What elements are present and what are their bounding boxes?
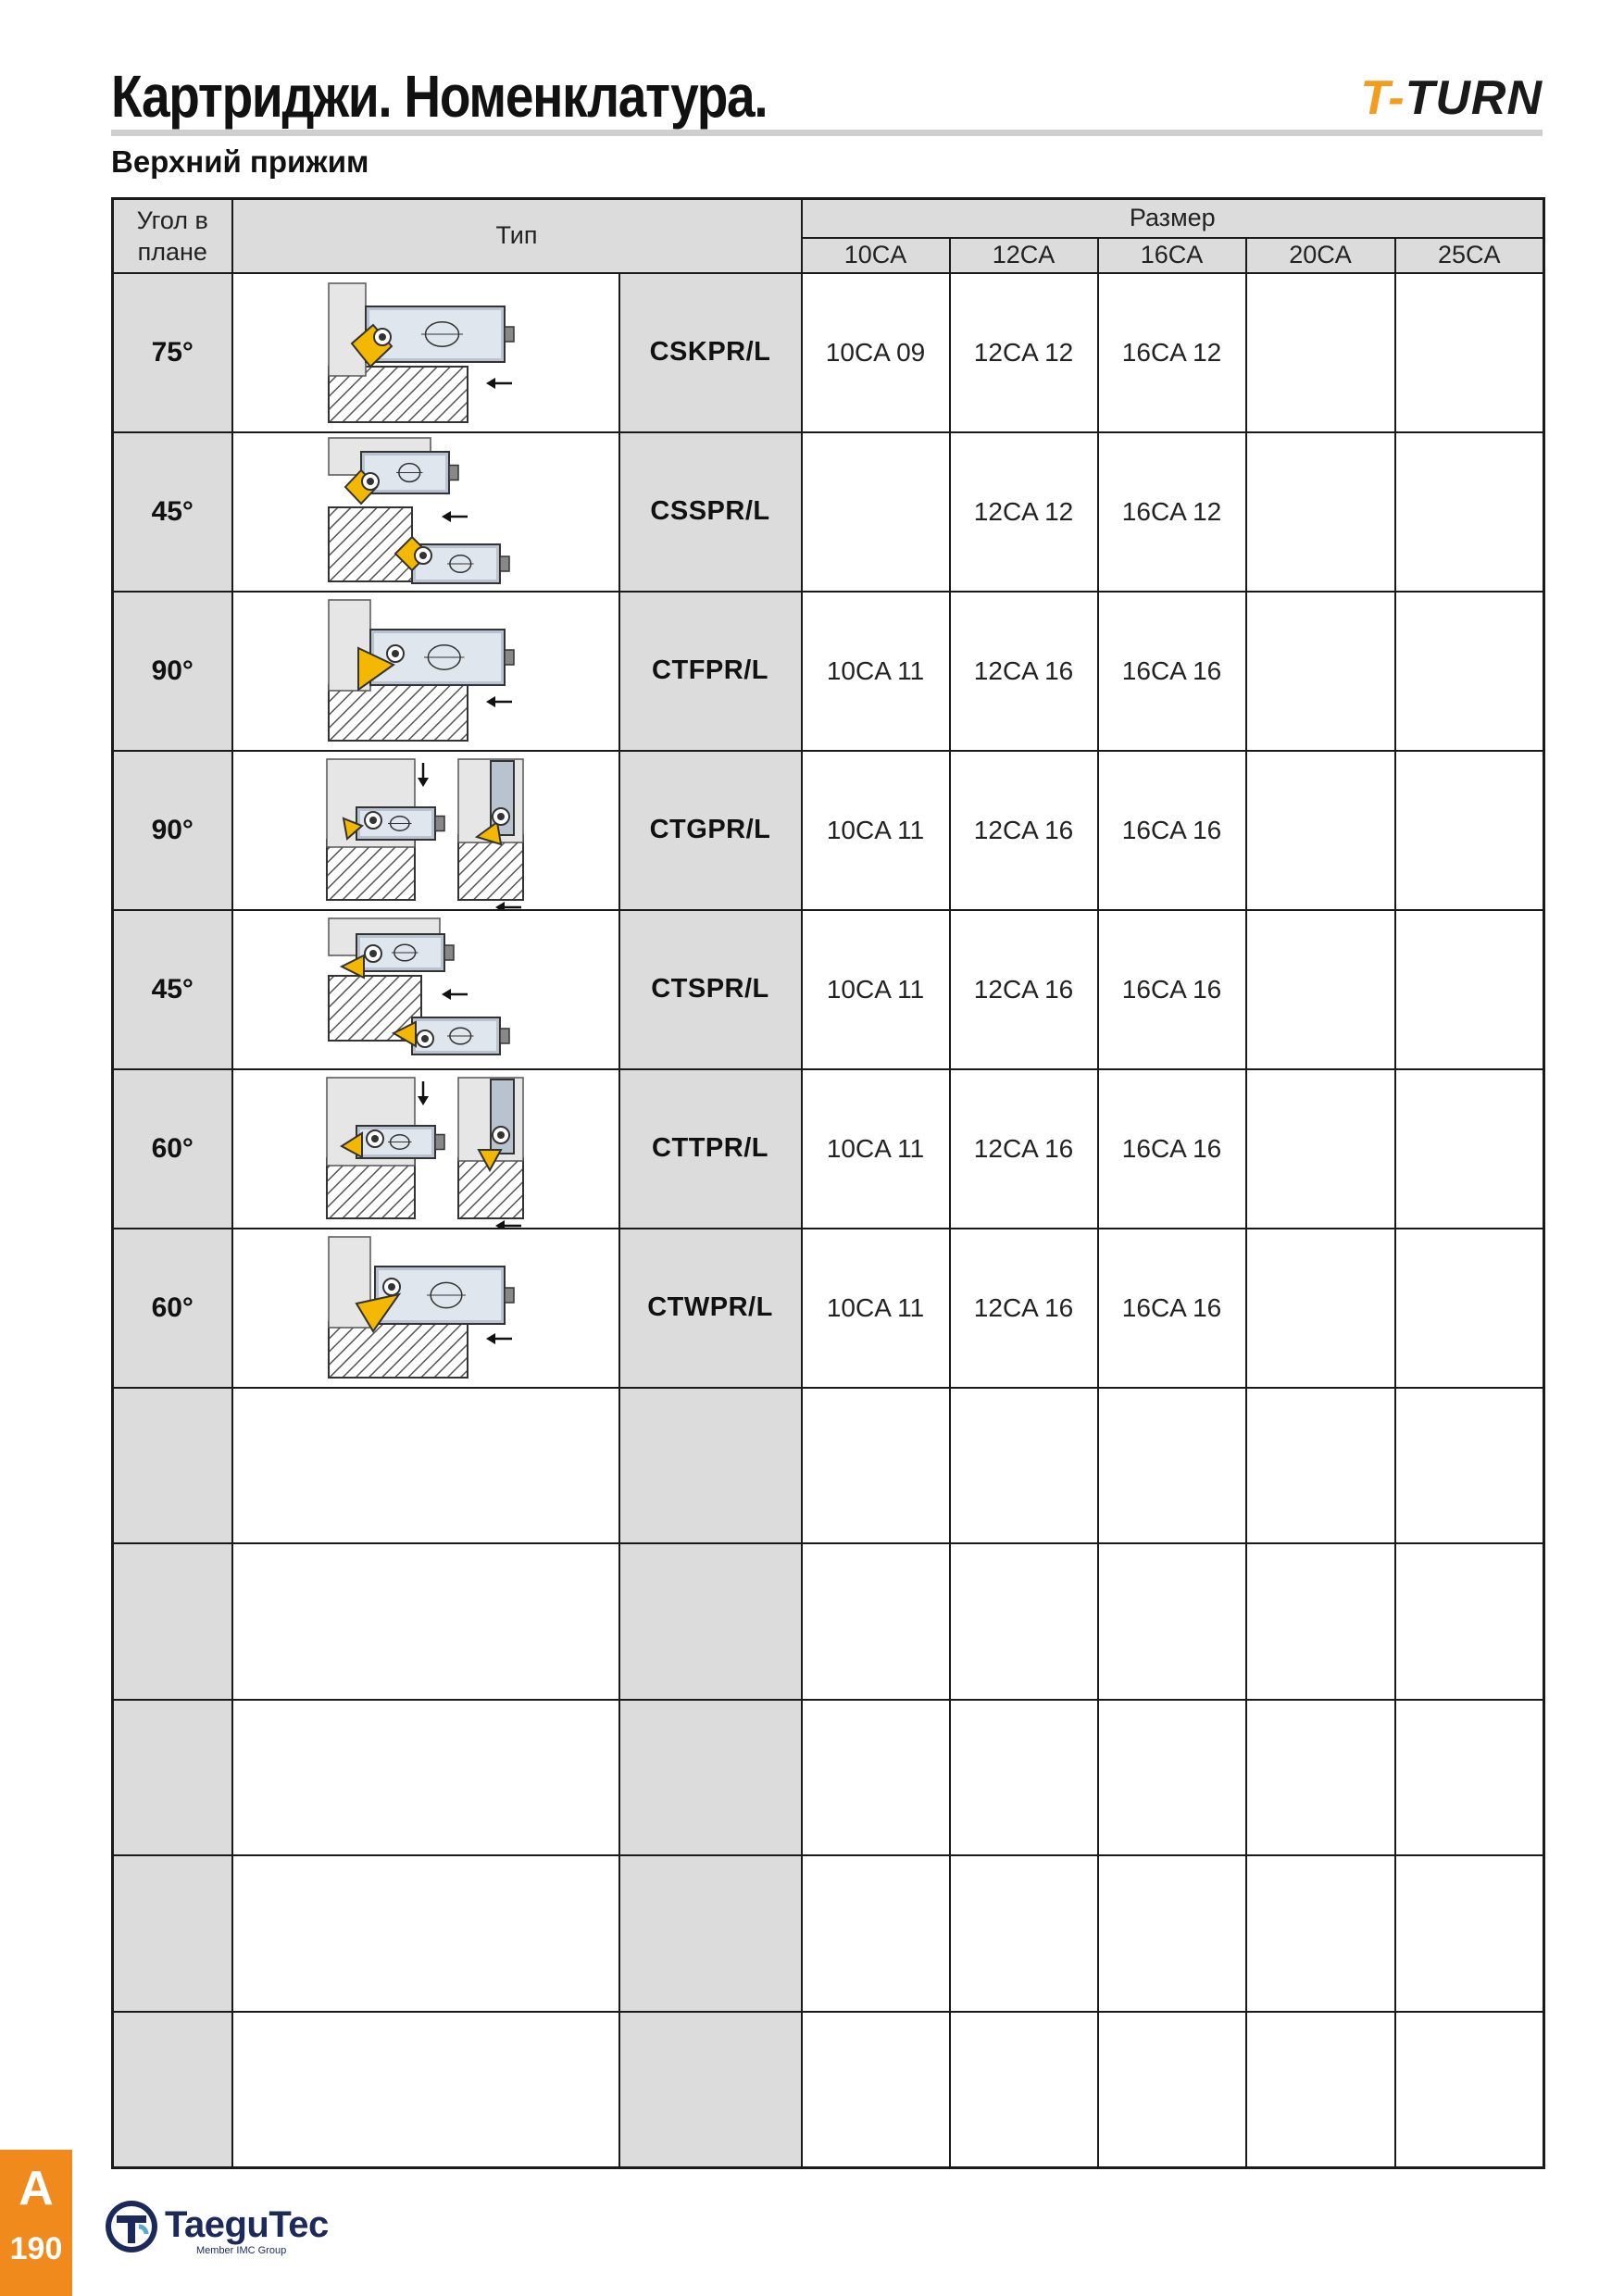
size-cell [802, 1543, 950, 1700]
angle-cell: 60° [113, 1069, 232, 1229]
angle-cell [113, 1543, 232, 1700]
size-cell: 16CA 16 [1098, 1229, 1246, 1388]
size-cell [1246, 1229, 1395, 1388]
size-cell [802, 1855, 950, 2012]
cartridge-tgpr-diagram [319, 752, 532, 909]
cartridge-sspr-diagram [319, 433, 532, 591]
size-cell [1395, 1700, 1544, 1856]
designation-cell: CSKPR/L [619, 273, 802, 432]
cartridge-ttpr-diagram [319, 1070, 532, 1228]
taegutec-logo [104, 2199, 354, 2264]
table-row [113, 1855, 1544, 2012]
size-cell [802, 1700, 950, 1856]
cartridge-tspr-diagram [319, 911, 532, 1068]
designation-cell: CTSPR/L [619, 910, 802, 1069]
designation-cell: CTGPR/L [619, 751, 802, 910]
size-cell [1395, 592, 1544, 751]
table-row [113, 751, 1544, 910]
designation-cell [619, 2012, 802, 2168]
header-angle: Угол в плане [113, 199, 232, 273]
angle-cell [113, 1700, 232, 1856]
type-diagram-cell [232, 1069, 619, 1229]
page-number: 190 [9, 2231, 63, 2266]
type-diagram-cell [232, 1855, 619, 2012]
cartridge-skpr-diagram [319, 274, 532, 431]
logo-subtext: Member IMC Group [196, 2245, 287, 2256]
size-cell: 16CA 16 [1098, 592, 1246, 751]
size-cell: 10CA 09 [802, 273, 950, 432]
size-cell [950, 1543, 1098, 1700]
size-cell [1246, 1700, 1395, 1856]
size-cell [1395, 273, 1544, 432]
angle-cell: 60° [113, 1229, 232, 1388]
table-row [113, 1543, 1544, 1700]
size-cell: 16CA 16 [1098, 910, 1246, 1069]
size-column-header: 16CA [1098, 238, 1246, 273]
designation-cell: CTWPR/L [619, 1229, 802, 1388]
size-cell [950, 2012, 1098, 2168]
size-cell: 10CA 11 [802, 1069, 950, 1229]
type-diagram-cell [232, 2012, 619, 2168]
size-cell: 10CA 11 [802, 1229, 950, 1388]
size-cell [1246, 1388, 1395, 1544]
size-cell: 10CA 11 [802, 910, 950, 1069]
size-column-header: 12CA [950, 238, 1098, 273]
angle-cell [113, 1855, 232, 2012]
size-cell [802, 2012, 950, 2168]
page-title: Картриджи. Номенклатура. [111, 63, 768, 130]
size-column-header: 25CA [1395, 238, 1544, 273]
table-row [113, 1700, 1544, 1856]
type-diagram-cell [232, 1543, 619, 1700]
angle-cell: 90° [113, 592, 232, 751]
size-cell: 16CA 16 [1098, 1069, 1246, 1229]
size-cell [1395, 432, 1544, 592]
taegutec-mark-icon [104, 2199, 159, 2254]
size-cell [1395, 1069, 1544, 1229]
section-subtitle: Верхний прижим [111, 144, 369, 179]
size-cell [950, 1388, 1098, 1544]
type-diagram-cell [232, 592, 619, 751]
size-cell [1246, 2012, 1395, 2168]
section-tab [0, 2150, 72, 2296]
size-cell [1395, 1229, 1544, 1388]
size-cell [1395, 1855, 1544, 2012]
size-cell [1098, 1855, 1246, 2012]
angle-cell [113, 2012, 232, 2168]
designation-cell [619, 1855, 802, 2012]
table-row [113, 592, 1544, 751]
designation-cell: CTTPR/L [619, 1069, 802, 1229]
size-cell: 12CA 12 [950, 432, 1098, 592]
size-cell: 10CA 11 [802, 751, 950, 910]
size-cell: 16CA 16 [1098, 751, 1246, 910]
size-cell: 16CA 12 [1098, 273, 1246, 432]
type-diagram-cell [232, 1229, 619, 1388]
type-diagram-cell [232, 1388, 619, 1544]
angle-cell: 45° [113, 910, 232, 1069]
size-cell: 12CA 16 [950, 592, 1098, 751]
designation-cell [619, 1388, 802, 1544]
table-row [113, 432, 1544, 592]
table-row [113, 1388, 1544, 1544]
size-cell [1395, 1543, 1544, 1700]
type-diagram-cell [232, 910, 619, 1069]
size-cell: 16CA 12 [1098, 432, 1246, 592]
size-cell [950, 1700, 1098, 1856]
table-row [113, 1069, 1544, 1229]
designation-cell: CTFPR/L [619, 592, 802, 751]
size-cell: 12CA 16 [950, 751, 1098, 910]
t-turn-logo: T-TURN [1360, 71, 1543, 125]
size-cell [1098, 1388, 1246, 1544]
size-cell [1246, 1069, 1395, 1229]
type-diagram-cell [232, 273, 619, 432]
header-size: Размер [802, 199, 1544, 238]
size-cell [1395, 751, 1544, 910]
size-cell [1098, 1543, 1246, 1700]
size-cell [1395, 2012, 1544, 2168]
designation-cell [619, 1700, 802, 1856]
cartridge-tfpr-diagram [319, 593, 532, 750]
size-cell [1395, 910, 1544, 1069]
angle-cell: 45° [113, 432, 232, 592]
table-row [113, 910, 1544, 1069]
size-cell [1395, 1388, 1544, 1544]
section-letter: A [19, 2162, 54, 2215]
designation-cell [619, 1543, 802, 1700]
size-cell [802, 432, 950, 592]
size-cell [950, 1855, 1098, 2012]
size-cell [1246, 751, 1395, 910]
size-column-header: 10CA [802, 238, 950, 273]
size-cell [1246, 432, 1395, 592]
angle-cell: 90° [113, 751, 232, 910]
size-cell [1246, 592, 1395, 751]
size-cell: 12CA 16 [950, 1229, 1098, 1388]
title-divider [111, 130, 1543, 136]
logo-text: TaeguTec [165, 2204, 329, 2245]
size-cell [1246, 1855, 1395, 2012]
angle-cell: 75° [113, 273, 232, 432]
size-cell [1246, 910, 1395, 1069]
size-cell [1246, 1543, 1395, 1700]
size-cell [802, 1388, 950, 1544]
table-row [113, 2012, 1544, 2168]
size-cell [1098, 1700, 1246, 1856]
size-cell [1098, 2012, 1246, 2168]
designation-cell: CSSPR/L [619, 432, 802, 592]
type-diagram-cell [232, 751, 619, 910]
size-cell: 12CA 16 [950, 910, 1098, 1069]
size-cell: 12CA 16 [950, 1069, 1098, 1229]
type-diagram-cell [232, 432, 619, 592]
header-type: Тип [232, 199, 802, 273]
size-cell: 10CA 11 [802, 592, 950, 751]
size-cell: 12CA 12 [950, 273, 1098, 432]
size-column-header: 20CA [1246, 238, 1395, 273]
size-cell [1246, 273, 1395, 432]
type-diagram-cell [232, 1700, 619, 1856]
cartridge-table [111, 197, 1545, 2169]
table-row [113, 1229, 1544, 1388]
cartridge-twpr-diagram [319, 1229, 532, 1387]
angle-cell [113, 1388, 232, 1544]
table-row [113, 273, 1544, 432]
